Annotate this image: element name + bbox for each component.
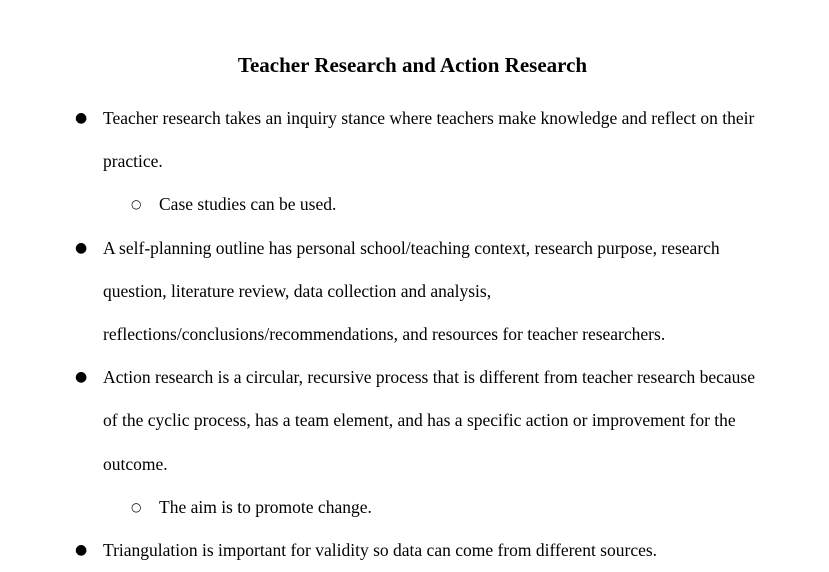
bullet-list (0, 97, 829, 572)
list-item (0, 183, 769, 226)
list-item-text: The aim is to promote change. (159, 496, 372, 517)
list-item-text: Teacher research takes an inquiry stance where teachers make knowledge and reflect on their practice. (103, 108, 755, 172)
list-item (0, 97, 769, 183)
filled-bullet-icon: ● (75, 110, 88, 126)
document-title: Teacher Research and Action Research (237, 53, 588, 77)
list-item-text: Case studies can be used. (159, 194, 337, 215)
list-item (0, 529, 769, 572)
list-item-text: A self-planning outline has personal school/teaching context, research purpose, research question, literature review, data collection and analysis, reflections/conclusions/recommendations, and resources for teacher researchers. (103, 237, 720, 345)
filled-bullet-icon: ● (75, 239, 88, 256)
hollow-bullet-icon: ○ (131, 197, 142, 212)
list-item (0, 486, 769, 529)
list-item (0, 356, 769, 486)
list-item-text: Triangulation is important for validity so data can come from different sources. (103, 540, 658, 561)
filled-bullet-icon: ● (75, 542, 88, 559)
list-item (0, 227, 769, 357)
hollow-bullet-icon: ○ (131, 499, 142, 514)
list-item-text: Action research is a circular, recursive process that is different from teacher research because of the cyclic process, has a team element, and has a specific action or improvement for the outcome. (103, 367, 755, 474)
filled-bullet-icon: ● (75, 369, 88, 386)
